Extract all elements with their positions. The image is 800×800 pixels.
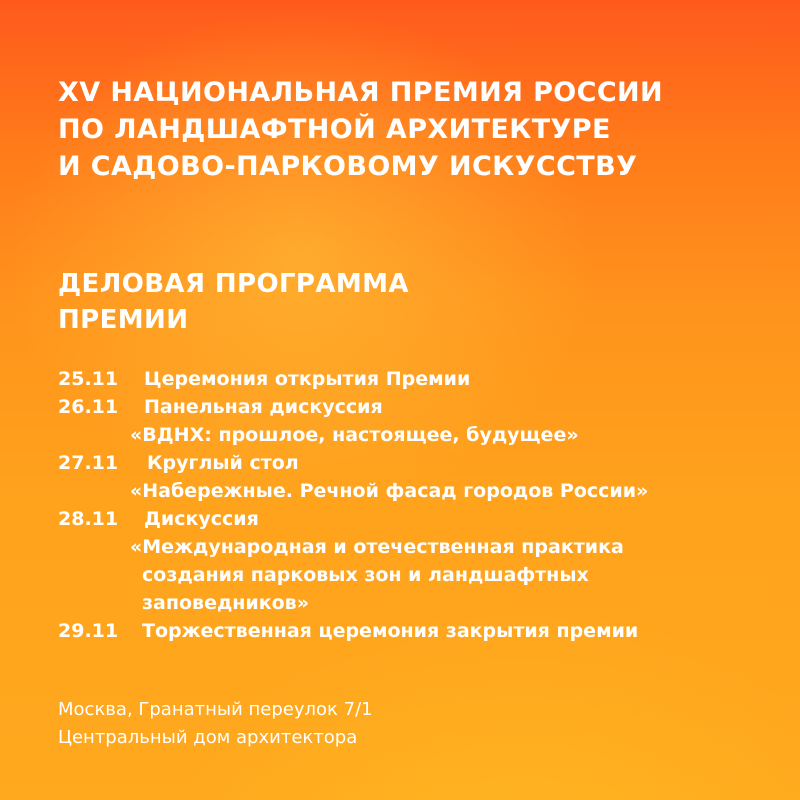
event-name: Торжественная церемония закрытия премии xyxy=(142,620,639,642)
program-entry xyxy=(58,505,778,617)
award-title-line: ПО ЛАНДШАФТНОЙ АРХИТЕКТУРЕ xyxy=(58,114,611,145)
event-date: 27.11 xyxy=(58,452,119,474)
program-entry xyxy=(58,365,778,393)
event-date: 28.11 xyxy=(58,508,119,530)
award-title-line: XV НАЦИОНАЛЬНАЯ ПРЕМИЯ РОССИИ xyxy=(58,77,664,108)
event-topic-line: создания парковых зон и ландшафтных xyxy=(142,564,589,586)
award-title xyxy=(58,74,758,185)
event-date: 26.11 xyxy=(58,396,119,418)
award-title-line: И САДОВО-ПАРКОВОМУ ИСКУССТВУ xyxy=(58,151,638,182)
program-entry xyxy=(58,617,778,645)
event-name: Церемония открытия Премии xyxy=(144,368,471,390)
program-entry xyxy=(58,449,778,505)
program-list xyxy=(58,365,778,645)
event-topic: «Набережные. Речной фасад городов России» xyxy=(130,480,649,502)
event-topic-line: заповедников» xyxy=(142,592,309,614)
event-name: Круглый стол xyxy=(147,452,299,474)
venue-address xyxy=(58,696,558,752)
event-date: 29.11 xyxy=(58,620,119,642)
address-line: Москва, Гранатный переулок 7/1 xyxy=(58,699,373,720)
event-topic: «ВДНХ: прошлое, настоящее, будущее» xyxy=(130,424,579,446)
event-name: Дискуссия xyxy=(144,508,259,530)
event-topic-line: «Международная и отечественная практика xyxy=(130,536,624,558)
program-entry xyxy=(58,393,778,449)
program-heading-line: ДЕЛОВАЯ ПРОГРАММА xyxy=(58,269,409,299)
venue-name: Центральный дом архитектора xyxy=(58,727,358,748)
event-name: Панельная дискуссия xyxy=(144,396,383,418)
program-heading xyxy=(58,266,558,338)
program-heading-line: ПРЕМИИ xyxy=(58,305,189,335)
event-date: 25.11 xyxy=(58,368,119,390)
